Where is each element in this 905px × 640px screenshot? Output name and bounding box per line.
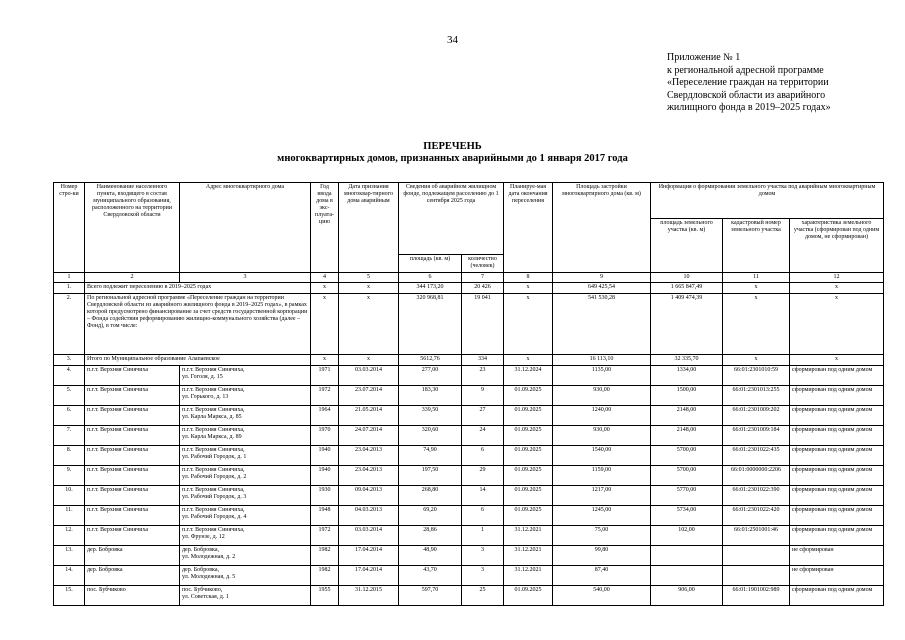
- header-cadastral: кадастровый номер земельного участка: [723, 219, 790, 273]
- cell-people: 25: [462, 586, 504, 606]
- cell-land-area: 2148,00: [651, 406, 723, 426]
- cell-year: 1964: [311, 406, 339, 426]
- cell-land-char: сформирован под одним домом: [790, 446, 884, 466]
- cell-num: 1.: [54, 283, 85, 294]
- cell-settlement: п.г.т. Верхняя Синячиха: [85, 486, 180, 506]
- cell-land-char: сформирован под одним домом: [790, 466, 884, 486]
- column-number: 8: [504, 273, 553, 283]
- cell-land-char: не сформирован: [790, 566, 884, 586]
- cell-address: [180, 506, 311, 526]
- cell-land-char: сформирован под одним домом: [790, 526, 884, 546]
- header-building-area: Площадь застройки многоквартирного дома (кв. м): [553, 183, 651, 273]
- cell-date: 03.03.2014: [339, 526, 399, 546]
- cell-land-area: [651, 546, 723, 566]
- cell-area: 74,90: [399, 446, 462, 466]
- cell-settlement: дер. Бобровка: [85, 546, 180, 566]
- header-address: Адрес многоквартирного дома: [180, 183, 311, 273]
- address-line: п.г.т. Верхняя Синячиха,: [182, 367, 245, 373]
- address-line: дер. Бобровка,: [182, 547, 220, 553]
- cell-address: [180, 546, 311, 566]
- cell-building-area: 1159,00: [553, 466, 651, 486]
- cell-date: 09.04.2013: [339, 486, 399, 506]
- cell-date: 17.04.2014: [339, 566, 399, 586]
- cell-cadastral: 66:01:2301022:390: [723, 486, 790, 506]
- cell-cadastral: 66:01:2301022:420: [723, 506, 790, 526]
- header-land-info: Информация о формировании земельного участка под аварийным многоквартирным домом: [651, 183, 884, 219]
- cell-building-area: 1240,00: [553, 406, 651, 426]
- cell-num: 9.: [54, 466, 85, 486]
- address-line: ул. Горького, д. 13: [182, 394, 229, 400]
- cell-building-area: 1540,00: [553, 446, 651, 466]
- cell-area: 320 968,81: [399, 294, 462, 355]
- header-area: площадь (кв. м): [399, 255, 462, 273]
- cell-building-area: 75,00: [553, 526, 651, 546]
- cell-cadastral: [723, 546, 790, 566]
- cell-people: 6: [462, 506, 504, 526]
- cell-settlement: п.г.т. Верхняя Синячиха: [85, 526, 180, 546]
- cell-land-area: 32 335,70: [651, 355, 723, 366]
- cell-date: 23.07.2014: [339, 386, 399, 406]
- cell-area: 344 173,20: [399, 283, 462, 294]
- cell-year: x: [311, 283, 339, 294]
- cell-people: 3: [462, 546, 504, 566]
- cell-date: 23.04.2013: [339, 446, 399, 466]
- appendix-line: Свердловской области из аварийного: [667, 89, 826, 101]
- column-number: 7: [462, 273, 504, 283]
- cell-settlement: п.г.т. Верхняя Синячиха: [85, 406, 180, 426]
- cell-land-char: x: [790, 283, 884, 294]
- table-row: [54, 466, 884, 486]
- cell-area: 268,80: [399, 486, 462, 506]
- column-number: 11: [723, 273, 790, 283]
- cell-people: 23: [462, 366, 504, 386]
- cell-settlement: п.г.т. Верхняя Синячиха: [85, 506, 180, 526]
- appendix-line: жилищного фонда в 2019–2025 годах»: [667, 102, 831, 113]
- header-resettlement-info: Сведения об аварийном жилищном фонде, подлежащем расселению до 1 сентября 2025 года: [399, 183, 504, 255]
- cell-summary-label: Итого по Муниципальное образование Алапаевское: [85, 355, 311, 366]
- cell-year: 1982: [311, 566, 339, 586]
- column-number: 6: [399, 273, 462, 283]
- cell-planned: 01.09.2025: [504, 486, 553, 506]
- cell-address: [180, 586, 311, 606]
- cell-cadastral: 66:01:2301009:184: [723, 426, 790, 446]
- address-line: п.г.т. Верхняя Синячиха,: [182, 447, 245, 453]
- page-number: 34: [447, 34, 458, 46]
- cell-cadastral: x: [723, 355, 790, 366]
- cell-area: 320,60: [399, 426, 462, 446]
- column-number: 2: [85, 273, 180, 283]
- cell-num: 15.: [54, 586, 85, 606]
- header-settlement: Наименование населенного пункта, входящего в состав муниципального образования, расположенного на территории Свердловской области: [85, 183, 180, 273]
- cell-land-area: 906,00: [651, 586, 723, 606]
- cell-planned: 31.12.2021: [504, 526, 553, 546]
- cell-land-char: не сформирован: [790, 546, 884, 566]
- cell-land-char: сформирован под одним домом: [790, 426, 884, 446]
- cell-area: 28,86: [399, 526, 462, 546]
- table-row: [54, 486, 884, 506]
- header-date-recognized: Дата признания многоквар-тирного дома аварийным: [339, 183, 399, 273]
- table-row: [54, 406, 884, 426]
- cell-area: 43,70: [399, 566, 462, 586]
- summary-row: [54, 294, 884, 355]
- title-line-1: ПЕРЕЧЕНЬ: [423, 141, 482, 152]
- cell-building-area: 1245,00: [553, 506, 651, 526]
- cell-area: 339,50: [399, 406, 462, 426]
- cell-building-area: 1135,00: [553, 366, 651, 386]
- cell-year: 1971: [311, 366, 339, 386]
- address-line: ул. Рабочий Городок, д. 2: [182, 474, 247, 480]
- header-planned-date: Планируе-мая дата окончания переселения: [504, 183, 553, 273]
- cell-date: x: [339, 294, 399, 355]
- header-land-area: площадь земельного участка (кв. м): [651, 219, 723, 273]
- address-line: пос. Бубчиково,: [182, 587, 223, 593]
- cell-cadastral: 66:01:2301009:202: [723, 406, 790, 426]
- table-row: [54, 366, 884, 386]
- cell-people: 24: [462, 426, 504, 446]
- column-number: 1: [54, 273, 85, 283]
- cell-year: 1930: [311, 486, 339, 506]
- cell-date: 17.04.2014: [339, 546, 399, 566]
- cell-date: 04.03.2013: [339, 506, 399, 526]
- cell-summary-label: По региональной адресной программе «Переселение граждан на территории Свердловской области из аварийного жилищного фонда в 2019–2025 годах», в рамках которой предусмотрено финансирование за счет средств государственной корпорации – Фонда содействия реформированию жилищно-коммунального хозяйства (далее – Фонд), в том числе:: [85, 294, 311, 355]
- cell-people: 3: [462, 566, 504, 586]
- cell-land-char: сформирован под одним домом: [790, 506, 884, 526]
- cell-planned: 01.09.2025: [504, 466, 553, 486]
- column-numbers-row: [54, 273, 884, 283]
- cell-cadastral: 66:01:2301013:255: [723, 386, 790, 406]
- address-line: п.г.т. Верхняя Синячиха,: [182, 487, 245, 493]
- cell-land-char: сформирован под одним домом: [790, 386, 884, 406]
- cell-address: [180, 406, 311, 426]
- cell-year: x: [311, 355, 339, 366]
- header-year: Год ввода дома в экс-плуата-цию: [311, 183, 339, 273]
- cell-date: 24.07.2014: [339, 426, 399, 446]
- cell-building-area: 541 530,28: [553, 294, 651, 355]
- cell-building-area: 1217,00: [553, 486, 651, 506]
- cell-num: 3.: [54, 355, 85, 366]
- cell-num: 2.: [54, 294, 85, 355]
- header-land-characteristic: характеристика земельного участка (сформирован под одним домом, не сформирован): [790, 219, 884, 273]
- cell-land-area: 1500,00: [651, 386, 723, 406]
- cell-land-area: 5770,00: [651, 486, 723, 506]
- cell-settlement: дер. Бобровка: [85, 566, 180, 586]
- cell-cadastral: 66:01:2301022:435: [723, 446, 790, 466]
- column-number: 10: [651, 273, 723, 283]
- cell-year: 1940: [311, 446, 339, 466]
- cell-settlement: п.г.т. Верхняя Синячиха: [85, 386, 180, 406]
- cell-date: 23.04.2013: [339, 466, 399, 486]
- cell-planned: x: [504, 355, 553, 366]
- cell-land-char: сформирован под одним домом: [790, 366, 884, 386]
- document-title: [0, 141, 905, 165]
- address-line: дер. Бобровка,: [182, 567, 220, 573]
- cell-year: x: [311, 294, 339, 355]
- cell-year: 1970: [311, 426, 339, 446]
- cell-year: 1972: [311, 386, 339, 406]
- title-line-2: многоквартирных домов, признанных аварийными до 1 января 2017 года: [277, 153, 628, 164]
- column-number: 5: [339, 273, 399, 283]
- cell-land-char: x: [790, 355, 884, 366]
- cell-land-area: 2148,00: [651, 426, 723, 446]
- address-line: ул. Карла Маркса, д. 85: [182, 414, 242, 420]
- cell-area: 277,00: [399, 366, 462, 386]
- address-line: п.г.т. Верхняя Синячиха,: [182, 467, 245, 473]
- cell-year: 1972: [311, 526, 339, 546]
- cell-people: 14: [462, 486, 504, 506]
- appendix-line: Приложение № 1: [667, 52, 741, 63]
- column-number: 4: [311, 273, 339, 283]
- cell-settlement: п.г.т. Верхняя Синячиха: [85, 426, 180, 446]
- cell-building-area: 930,00: [553, 426, 651, 446]
- cell-date: 21.05.2014: [339, 406, 399, 426]
- cell-cadastral: [723, 566, 790, 586]
- summary-row: [54, 355, 884, 366]
- cell-num: 11.: [54, 506, 85, 526]
- cell-summary-label: Всего подлежит переселению в 2019–2025 годах: [85, 283, 311, 294]
- cell-building-area: 649 425,54: [553, 283, 651, 294]
- cell-date: x: [339, 283, 399, 294]
- address-line: п.г.т. Верхняя Синячиха,: [182, 527, 245, 533]
- cell-num: 14.: [54, 566, 85, 586]
- cell-address: [180, 426, 311, 446]
- header-num: Номер стро-ки: [54, 183, 85, 273]
- table-row: [54, 526, 884, 546]
- address-line: п.г.т. Верхняя Синячиха,: [182, 387, 245, 393]
- table-row: [54, 506, 884, 526]
- address-line: ул. Гоголя, д. 15: [182, 374, 223, 380]
- cell-num: 4.: [54, 366, 85, 386]
- cell-land-char: сформирован под одним домом: [790, 406, 884, 426]
- table-row: [54, 566, 884, 586]
- cell-planned: 01.09.2025: [504, 586, 553, 606]
- address-line: ул. Рабочий Городок, д. 4: [182, 514, 247, 520]
- appendix-line: к региональной адресной программе: [667, 64, 824, 76]
- summary-row: [54, 283, 884, 294]
- cell-address: [180, 466, 311, 486]
- cell-area: 197,50: [399, 466, 462, 486]
- cell-cadastral: x: [723, 294, 790, 355]
- cell-building-area: 16 113,10: [553, 355, 651, 366]
- cell-address: [180, 366, 311, 386]
- address-line: ул. Советская, д. 1: [182, 594, 229, 600]
- cell-planned: 31.12.2024: [504, 366, 553, 386]
- column-number: 9: [553, 273, 651, 283]
- cell-planned: 01.09.2025: [504, 506, 553, 526]
- address-line: ул. Рабочий Городок, д. 1: [182, 454, 247, 460]
- cell-planned: x: [504, 283, 553, 294]
- cell-cadastral: 66:01:2501001:46: [723, 526, 790, 546]
- cell-land-area: 1 409 474,39: [651, 294, 723, 355]
- table-row: [54, 446, 884, 466]
- cell-planned: 31.12.2021: [504, 546, 553, 566]
- cell-year: 1955: [311, 586, 339, 606]
- cell-planned: 01.09.2025: [504, 386, 553, 406]
- cell-area: 69,20: [399, 506, 462, 526]
- address-line: п.г.т. Верхняя Синячиха,: [182, 507, 245, 513]
- table-row: [54, 386, 884, 406]
- cell-num: 12.: [54, 526, 85, 546]
- cell-num: 8.: [54, 446, 85, 466]
- cell-land-area: 5700,00: [651, 446, 723, 466]
- cell-date: x: [339, 355, 399, 366]
- cell-date: 31.12.2015: [339, 586, 399, 606]
- header-people: количество (человек): [462, 255, 504, 273]
- appendix-header: [667, 52, 887, 115]
- cell-building-area: 87,40: [553, 566, 651, 586]
- cell-land-area: 5700,00: [651, 466, 723, 486]
- cell-cadastral: x: [723, 283, 790, 294]
- cell-planned: 31.12.2021: [504, 566, 553, 586]
- cell-planned: x: [504, 294, 553, 355]
- address-line: п.г.т. Верхняя Синячиха,: [182, 427, 245, 433]
- address-line: ул. Рабочий Городок, д. 3: [182, 494, 247, 500]
- cell-people: 1: [462, 526, 504, 546]
- cell-area: 183,30: [399, 386, 462, 406]
- cell-people: 9: [462, 386, 504, 406]
- cell-land-char: x: [790, 294, 884, 355]
- cell-num: 6.: [54, 406, 85, 426]
- cell-address: [180, 386, 311, 406]
- address-line: ул. Карла Маркса, д. 89: [182, 434, 242, 440]
- cell-land-area: 5734,00: [651, 506, 723, 526]
- table-row: [54, 586, 884, 606]
- cell-num: 13.: [54, 546, 85, 566]
- cell-num: 10.: [54, 486, 85, 506]
- cell-num: 7.: [54, 426, 85, 446]
- cell-address: [180, 526, 311, 546]
- cell-year: 1982: [311, 546, 339, 566]
- cell-settlement: пос. Бубчиково: [85, 586, 180, 606]
- column-number: 12: [790, 273, 884, 283]
- table-row: [54, 426, 884, 446]
- cell-people: 334: [462, 355, 504, 366]
- cell-land-area: 1334,00: [651, 366, 723, 386]
- cell-people: 20 426: [462, 283, 504, 294]
- cell-cadastral: 66:01:1901002:989: [723, 586, 790, 606]
- cell-people: 29: [462, 466, 504, 486]
- cell-year: 1948: [311, 506, 339, 526]
- cell-cadastral: 66:01:0000000:2206: [723, 466, 790, 486]
- cell-building-area: 540,00: [553, 586, 651, 606]
- cell-land-area: 102,00: [651, 526, 723, 546]
- cell-planned: 01.09.2025: [504, 426, 553, 446]
- cell-planned: 01.09.2025: [504, 446, 553, 466]
- cell-land-char: сформирован под одним домом: [790, 586, 884, 606]
- cell-building-area: 99,80: [553, 546, 651, 566]
- cell-cadastral: 66:01:2301010:59: [723, 366, 790, 386]
- address-line: ул. Фрунзе, д. 12: [182, 534, 225, 540]
- address-line: п.г.т. Верхняя Синячиха,: [182, 407, 245, 413]
- address-line: ул. Молодежная, д. 2: [182, 554, 236, 560]
- cell-building-area: 930,00: [553, 386, 651, 406]
- cell-people: 19 041: [462, 294, 504, 355]
- cell-address: [180, 486, 311, 506]
- cell-area: 48,90: [399, 546, 462, 566]
- cell-land-area: [651, 566, 723, 586]
- cell-num: 5.: [54, 386, 85, 406]
- table-row: [54, 546, 884, 566]
- cell-area: 597,70: [399, 586, 462, 606]
- cell-address: [180, 566, 311, 586]
- cell-people: 6: [462, 446, 504, 466]
- cell-settlement: п.г.т. Верхняя Синячиха: [85, 446, 180, 466]
- cell-address: [180, 446, 311, 466]
- appendix-line: «Переселение граждан на территории: [667, 77, 829, 88]
- cell-land-area: 1 665 847,49: [651, 283, 723, 294]
- cell-settlement: п.г.т. Верхняя Синячиха: [85, 466, 180, 486]
- houses-table: [53, 182, 884, 606]
- cell-date: 03.03.2014: [339, 366, 399, 386]
- cell-settlement: п.г.т. Верхняя Синячиха: [85, 366, 180, 386]
- cell-planned: 01.09.2025: [504, 406, 553, 426]
- cell-area: 5612,76: [399, 355, 462, 366]
- column-number: 3: [180, 273, 311, 283]
- cell-year: 1940: [311, 466, 339, 486]
- cell-people: 27: [462, 406, 504, 426]
- cell-land-char: сформирован под одним домом: [790, 486, 884, 506]
- address-line: ул. Молодежная, д. 5: [182, 574, 236, 580]
